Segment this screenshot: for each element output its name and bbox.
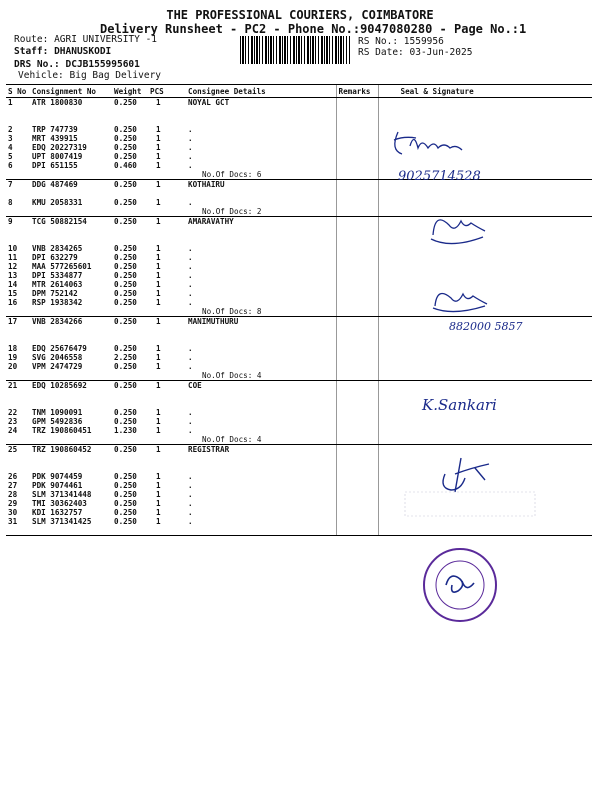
col-sno: S No xyxy=(6,85,30,98)
consignment-no: MAA 577265601 xyxy=(32,262,92,271)
consignment-no: DPI 632279 xyxy=(32,253,78,262)
consignee-detail: . xyxy=(188,481,193,490)
consignment-no: VNB 2834266 xyxy=(32,317,83,326)
weight: 0.250 xyxy=(114,381,137,390)
consignee-name: AMARAVATHY xyxy=(188,217,234,226)
pcs: 1 xyxy=(156,98,161,107)
pcs: 1 xyxy=(156,445,161,454)
group-footer-row xyxy=(6,526,592,536)
consignee-detail: . xyxy=(188,152,193,161)
spacer-row xyxy=(6,189,592,198)
pcs: 1 xyxy=(156,362,161,371)
docs-count: No.Of Docs: 4 xyxy=(186,371,336,381)
consignee-detail: . xyxy=(188,125,193,134)
pcs: 1 xyxy=(156,508,161,517)
consignee-detail: . xyxy=(188,472,193,481)
weight: 0.250 xyxy=(114,344,137,353)
consignment-no: ATR 1800830 xyxy=(32,98,83,107)
pcs: 1 xyxy=(156,344,161,353)
pcs: 1 xyxy=(156,317,161,326)
sno: 23 xyxy=(8,417,18,426)
consignee-name: REGISTRAR xyxy=(188,445,230,454)
docs-count: No.Of Docs: 8 xyxy=(186,307,336,317)
pcs: 1 xyxy=(156,499,161,508)
vehicle-line: Vehicle: Big Bag Delivery xyxy=(18,70,162,81)
sno: 2 xyxy=(8,125,13,134)
route-line: Route: AGRI UNIVERSITY -1 xyxy=(14,34,158,45)
consignee-name: COE xyxy=(188,381,202,390)
group-footer-row xyxy=(6,207,592,217)
table-row xyxy=(6,198,592,207)
group-footer-row xyxy=(6,435,592,445)
weight: 0.250 xyxy=(114,317,137,326)
weight: 0.250 xyxy=(114,517,137,526)
consignment-no: TRZ 190860451 xyxy=(32,426,92,435)
sno: 14 xyxy=(8,280,18,289)
col-consignee: Consignee Details xyxy=(186,85,336,98)
consignee-detail: . xyxy=(188,344,193,353)
consignment-no: PDK 9074459 xyxy=(32,472,83,481)
sno: 26 xyxy=(8,472,18,481)
consignment-no: KDI 1632757 xyxy=(32,508,83,517)
weight: 1.230 xyxy=(114,426,137,435)
weight: 0.460 xyxy=(114,161,137,170)
weight: 0.250 xyxy=(114,408,137,417)
weight: 0.250 xyxy=(114,244,137,253)
drs-line: DRS No.: DCJB155995601 xyxy=(14,59,140,70)
sno: 25 xyxy=(8,445,18,454)
signature-group2 xyxy=(425,205,495,250)
consignee-detail: . xyxy=(188,353,193,362)
pcs: 1 xyxy=(156,280,161,289)
consignment-no: DDG 487469 xyxy=(32,180,78,189)
staff-line: Staff: DHANUSKODI xyxy=(14,46,112,57)
weight: 0.250 xyxy=(114,98,137,107)
pcs: 1 xyxy=(156,244,161,253)
consignment-no: DPM 752142 xyxy=(32,289,78,298)
weight: 0.250 xyxy=(114,298,137,307)
weight: 0.250 xyxy=(114,472,137,481)
consignment-no: VNB 2834265 xyxy=(32,244,83,253)
table-row xyxy=(6,344,592,353)
table-row xyxy=(6,217,592,227)
sno: 21 xyxy=(8,381,18,390)
pcs: 1 xyxy=(156,289,161,298)
sno: 11 xyxy=(8,253,18,262)
group-footer-row xyxy=(6,371,592,381)
signature-group5 xyxy=(395,450,565,525)
spacer-row xyxy=(6,107,592,116)
weight: 0.250 xyxy=(114,125,137,134)
spacer-row xyxy=(6,235,592,244)
weight: 0.250 xyxy=(114,253,137,262)
consignee-detail: . xyxy=(188,161,193,170)
pcs: 1 xyxy=(156,417,161,426)
pcs: 1 xyxy=(156,381,161,390)
weight: 0.250 xyxy=(114,152,137,161)
consignment-no: MRT 439915 xyxy=(32,134,78,143)
consignment-no: DPI 651155 xyxy=(32,161,78,170)
consignee-detail: . xyxy=(188,198,193,207)
signature-group1 xyxy=(380,118,520,188)
consignee-detail: . xyxy=(188,271,193,280)
consignment-no: SLM 371341448 xyxy=(32,490,92,499)
consignment-no: RSP 1938342 xyxy=(32,298,83,307)
signature-group4 xyxy=(418,388,528,424)
sno: 31 xyxy=(8,517,18,526)
handwritten-name: K.Sankari xyxy=(422,396,497,414)
consignee-detail: . xyxy=(188,499,193,508)
consignment-no: EDQ 20227319 xyxy=(32,143,87,152)
consignment-no: KMU 2058331 xyxy=(32,198,83,207)
pcs: 1 xyxy=(156,490,161,499)
consignee-detail: . xyxy=(188,253,193,262)
sno: 22 xyxy=(8,408,18,417)
weight: 0.250 xyxy=(114,445,137,454)
handwritten-number: 882000 5857 xyxy=(449,320,523,333)
docs-count: No.Of Docs: 6 xyxy=(186,170,336,180)
weight: 0.250 xyxy=(114,180,137,189)
table-row xyxy=(6,353,592,362)
sno: 4 xyxy=(8,143,13,152)
pcs: 1 xyxy=(156,517,161,526)
pcs: 1 xyxy=(156,134,161,143)
sno: 5 xyxy=(8,152,13,161)
sno: 19 xyxy=(8,353,18,362)
consignee-detail: . xyxy=(188,408,193,417)
col-signature: Seal & Signature xyxy=(378,85,592,98)
sno: 24 xyxy=(8,426,18,435)
sno: 16 xyxy=(8,298,18,307)
docs-count: No.Of Docs: 4 xyxy=(186,435,336,445)
weight: 0.250 xyxy=(114,134,137,143)
pcs: 1 xyxy=(156,298,161,307)
sno: 27 xyxy=(8,481,18,490)
consignment-no: GPM 5492836 xyxy=(32,417,83,426)
table-row xyxy=(6,426,592,435)
barcode xyxy=(240,36,350,64)
consignee-detail: . xyxy=(188,517,193,526)
consignee-detail: . xyxy=(188,490,193,499)
pcs: 1 xyxy=(156,271,161,280)
col-remarks: Remarks xyxy=(336,85,378,98)
consignment-no: DPI 5334877 xyxy=(32,271,83,280)
consignee-detail: . xyxy=(188,417,193,426)
pcs: 1 xyxy=(156,161,161,170)
weight: 0.250 xyxy=(114,143,137,152)
weight: 0.250 xyxy=(114,508,137,517)
consignee-name: KOTHAIRU xyxy=(188,180,225,189)
consignment-no: SVG 2046558 xyxy=(32,353,83,362)
weight: 0.250 xyxy=(114,198,137,207)
col-weight: Weight xyxy=(112,85,148,98)
sno: 9 xyxy=(8,217,13,226)
sno: 3 xyxy=(8,134,13,143)
consignee-detail: . xyxy=(188,244,193,253)
sno: 28 xyxy=(8,490,18,499)
sno: 8 xyxy=(8,198,13,207)
weight: 0.250 xyxy=(114,362,137,371)
pcs: 1 xyxy=(156,125,161,134)
spacer-row xyxy=(6,226,592,235)
pcs: 1 xyxy=(156,198,161,207)
pcs: 1 xyxy=(156,217,161,226)
consignment-no: VPM 2474729 xyxy=(32,362,83,371)
consignee-name: NOYAL GCT xyxy=(188,98,230,107)
sno: 7 xyxy=(8,180,13,189)
sno: 13 xyxy=(8,271,18,280)
consignment-no: MTR 2614063 xyxy=(32,280,83,289)
consignee-detail: . xyxy=(188,262,193,271)
rs-date-line: RS Date: 03-Jun-2025 xyxy=(358,47,473,58)
pcs: 1 xyxy=(156,152,161,161)
table-row xyxy=(6,98,592,108)
weight: 0.250 xyxy=(114,289,137,298)
sno: 20 xyxy=(8,362,18,371)
weight: 2.250 xyxy=(114,353,137,362)
table-row xyxy=(6,244,592,253)
signature-group3 xyxy=(425,282,565,342)
table-row xyxy=(6,253,592,262)
consignment-no: TRP 747739 xyxy=(32,125,78,134)
registrar-stamp xyxy=(420,545,500,625)
weight: 0.250 xyxy=(114,499,137,508)
consignee-detail: . xyxy=(188,362,193,371)
consignee-detail: . xyxy=(188,426,193,435)
pcs: 1 xyxy=(156,353,161,362)
consignee-detail: . xyxy=(188,508,193,517)
sno: 18 xyxy=(8,344,18,353)
sno: 30 xyxy=(8,508,18,517)
weight: 0.250 xyxy=(114,217,137,226)
consignment-no: TRZ 190860452 xyxy=(32,445,92,454)
pcs: 1 xyxy=(156,143,161,152)
consignment-no: SLM 371341425 xyxy=(32,517,92,526)
consignment-no: EDQ 10285692 xyxy=(32,381,87,390)
sno: 17 xyxy=(8,317,18,326)
consignment-no: PDK 9074461 xyxy=(32,481,83,490)
weight: 0.250 xyxy=(114,490,137,499)
weight: 0.250 xyxy=(114,417,137,426)
consignment-no: TMI 30362403 xyxy=(32,499,87,508)
table-row xyxy=(6,271,592,280)
weight: 0.250 xyxy=(114,271,137,280)
consignee-detail: . xyxy=(188,298,193,307)
weight: 0.250 xyxy=(114,481,137,490)
weight: 0.250 xyxy=(114,262,137,271)
rs-no-line: RS No.: 1559956 xyxy=(358,36,444,47)
pcs: 1 xyxy=(156,408,161,417)
consignment-no: UPT 8007419 xyxy=(32,152,83,161)
sno: 1 xyxy=(8,98,13,107)
consignee-name: MANIMUTHURU xyxy=(188,317,239,326)
consignee-detail: . xyxy=(188,143,193,152)
sno: 10 xyxy=(8,244,18,253)
consignee-detail: . xyxy=(188,134,193,143)
col-pcs: PCS xyxy=(148,85,186,98)
docs-count: No.Of Docs: 2 xyxy=(186,207,336,217)
sno: 29 xyxy=(8,499,18,508)
sno: 12 xyxy=(8,262,18,271)
consignee-detail: . xyxy=(188,280,193,289)
pcs: 1 xyxy=(156,253,161,262)
pcs: 1 xyxy=(156,180,161,189)
table-row xyxy=(6,262,592,271)
pcs: 1 xyxy=(156,262,161,271)
company-title: THE PROFESSIONAL COURIERS, COIMBATORE xyxy=(166,8,434,22)
consignment-no: TNM 1090091 xyxy=(32,408,83,417)
consignment-no: EDQ 25676479 xyxy=(32,344,87,353)
sno: 6 xyxy=(8,161,13,170)
pcs: 1 xyxy=(156,472,161,481)
handwritten-phone: 9025714528 xyxy=(398,169,481,184)
col-consignment: Consignment No xyxy=(30,85,112,98)
pcs: 1 xyxy=(156,426,161,435)
runsheet-subtitle: Delivery Runsheet - PC2 - Phone No.:9047080280 - Page No.:1 xyxy=(100,22,527,36)
consignment-no: TCG 50882154 xyxy=(32,217,87,226)
pcs: 1 xyxy=(156,481,161,490)
docs-count xyxy=(186,526,336,536)
table-header xyxy=(6,85,592,98)
table-row xyxy=(6,362,592,371)
weight: 0.250 xyxy=(114,280,137,289)
consignee-detail: . xyxy=(188,289,193,298)
sno: 15 xyxy=(8,289,18,298)
